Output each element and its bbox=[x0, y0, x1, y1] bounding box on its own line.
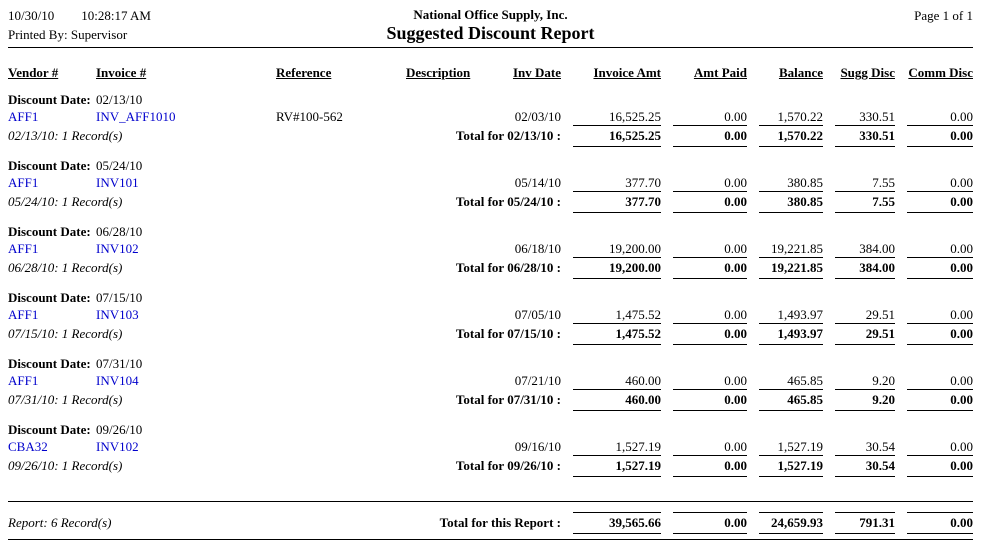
balance-value: 380.85 bbox=[787, 175, 823, 190]
amt-paid-value: 0.00 bbox=[724, 109, 747, 124]
invoice-link[interactable]: INV103 bbox=[96, 307, 139, 322]
inv-date-value: 09/16/10 bbox=[514, 439, 561, 454]
sugg-disc-value: 29.51 bbox=[865, 307, 895, 322]
date-time-line bbox=[8, 6, 278, 25]
total-comm-disc: 0.00 bbox=[907, 257, 973, 279]
amt-paid-value: 0.00 bbox=[724, 175, 747, 190]
discount-date-label: Discount Date: bbox=[8, 422, 91, 437]
vendor-link[interactable]: AFF1 bbox=[8, 175, 39, 190]
group-record-count: 02/13/10: 1 Record(s) bbox=[8, 128, 123, 143]
invoice-link[interactable]: INV104 bbox=[96, 373, 139, 388]
comm-disc-value: 0.00 bbox=[950, 175, 973, 190]
group-total-row bbox=[8, 323, 973, 345]
group-total-label: Total for 06/28/10 : bbox=[455, 260, 561, 275]
group-total-label: Total for 07/15/10 : bbox=[455, 326, 561, 341]
col-vendor: Vendor # bbox=[8, 65, 59, 80]
discount-group bbox=[8, 223, 973, 279]
balance-value: 465.85 bbox=[787, 373, 823, 388]
group-record-count: 06/28/10: 1 Record(s) bbox=[8, 260, 123, 275]
balance-value: 19,221.85 bbox=[771, 241, 823, 256]
invoice-row bbox=[8, 372, 973, 389]
discount-group bbox=[8, 157, 973, 213]
header-rule bbox=[8, 47, 973, 48]
group-record-count: 09/26/10: 1 Record(s) bbox=[8, 458, 123, 473]
comm-disc-value: 0.00 bbox=[950, 373, 973, 388]
sugg-disc-value: 384.00 bbox=[859, 241, 895, 256]
inv-date-value: 02/03/10 bbox=[514, 109, 561, 124]
inv-date-value: 06/18/10 bbox=[514, 241, 561, 256]
discount-date-value: 07/31/10 bbox=[96, 356, 143, 371]
col-description: Description bbox=[406, 65, 471, 80]
invoice-row bbox=[8, 174, 973, 191]
reference-value: RV#100-562 bbox=[276, 109, 343, 124]
total-balance: 1,527.19 bbox=[759, 455, 823, 477]
report-total-label: Total for this Report : bbox=[439, 515, 561, 530]
col-sugg-disc: Sugg Disc bbox=[840, 65, 895, 80]
page-number: Page 1 of 1 bbox=[914, 8, 973, 23]
amt-paid-value: 0.00 bbox=[724, 307, 747, 322]
header-left bbox=[8, 6, 278, 44]
col-amt-paid: Amt Paid bbox=[693, 65, 747, 80]
discount-date-label: Discount Date: bbox=[8, 92, 91, 107]
report-title: Suggested Discount Report bbox=[386, 23, 595, 43]
total-amt-paid: 0.00 bbox=[673, 257, 747, 279]
discount-date-label: Discount Date: bbox=[8, 356, 91, 371]
sugg-disc-value: 30.54 bbox=[865, 439, 895, 454]
discount-date-row bbox=[8, 223, 973, 240]
balance-value: 1,527.19 bbox=[777, 439, 823, 454]
total-comm-disc: 0.00 bbox=[907, 191, 973, 213]
discount-date-row bbox=[8, 289, 973, 306]
sugg-disc-value: 330.51 bbox=[859, 109, 895, 124]
col-balance: Balance bbox=[778, 65, 823, 80]
col-reference: Reference bbox=[276, 65, 332, 80]
total-balance: 1,493.97 bbox=[759, 323, 823, 345]
comm-disc-value: 0.00 bbox=[950, 307, 973, 322]
discount-date-value: 07/15/10 bbox=[96, 290, 143, 305]
printed-by: Printed By: Supervisor bbox=[8, 27, 128, 42]
group-total-row bbox=[8, 191, 973, 213]
discount-group bbox=[8, 355, 973, 411]
total-balance: 19,221.85 bbox=[759, 257, 823, 279]
group-total-row bbox=[8, 125, 973, 147]
inv-date-value: 07/05/10 bbox=[514, 307, 561, 322]
total-amt-paid: 0.00 bbox=[673, 323, 747, 345]
discount-date-label: Discount Date: bbox=[8, 290, 91, 305]
invoice-row bbox=[8, 306, 973, 323]
total-comm-disc: 0.00 bbox=[907, 125, 973, 147]
report-date: 10/30/10 bbox=[8, 8, 55, 23]
balance-value: 1,570.22 bbox=[777, 109, 823, 124]
total-sugg-disc: 30.54 bbox=[835, 455, 895, 477]
report-time: 10:28:17 AM bbox=[81, 8, 151, 23]
total-amt-paid: 0.00 bbox=[673, 125, 747, 147]
total-sugg-disc: 330.51 bbox=[835, 125, 895, 147]
total-sugg-disc: 7.55 bbox=[835, 191, 895, 213]
comm-disc-value: 0.00 bbox=[950, 241, 973, 256]
discount-date-value: 05/24/10 bbox=[96, 158, 143, 173]
vendor-link[interactable]: CBA32 bbox=[8, 439, 48, 454]
invoice-row bbox=[8, 240, 973, 257]
discount-date-value: 09/26/10 bbox=[96, 422, 143, 437]
discount-group bbox=[8, 91, 973, 147]
invoice-amt-value: 460.00 bbox=[625, 373, 661, 388]
column-header-row bbox=[8, 64, 973, 81]
header-center bbox=[278, 6, 703, 44]
group-total-label: Total for 09/26/10 : bbox=[455, 458, 561, 473]
col-invoice: Invoice # bbox=[96, 65, 147, 80]
total-sugg-disc: 29.51 bbox=[835, 323, 895, 345]
total-invoice-amt: 460.00 bbox=[573, 389, 661, 411]
group-total-label: Total for 02/13/10 : bbox=[455, 128, 561, 143]
invoice-link[interactable]: INV102 bbox=[96, 439, 139, 454]
discount-date-row bbox=[8, 421, 973, 438]
vendor-link[interactable]: AFF1 bbox=[8, 373, 39, 388]
comm-disc-value: 0.00 bbox=[950, 109, 973, 124]
group-record-count: 07/15/10: 1 Record(s) bbox=[8, 326, 123, 341]
report-record-count: Report: 6 Record(s) bbox=[8, 515, 112, 530]
report-total-balance: 24,659.93 bbox=[759, 512, 823, 534]
sugg-disc-value: 7.55 bbox=[872, 175, 895, 190]
total-invoice-amt: 1,527.19 bbox=[573, 455, 661, 477]
group-record-count: 07/31/10: 1 Record(s) bbox=[8, 392, 123, 407]
balance-value: 1,493.97 bbox=[777, 307, 823, 322]
group-total-label: Total for 05/24/10 : bbox=[455, 194, 561, 209]
total-amt-paid: 0.00 bbox=[673, 455, 747, 477]
group-record-count: 05/24/10: 1 Record(s) bbox=[8, 194, 123, 209]
total-amt-paid: 0.00 bbox=[673, 191, 747, 213]
invoice-amt-value: 377.70 bbox=[625, 175, 661, 190]
invoice-row bbox=[8, 438, 973, 455]
total-comm-disc: 0.00 bbox=[907, 323, 973, 345]
total-comm-disc: 0.00 bbox=[907, 455, 973, 477]
discount-date-row bbox=[8, 355, 973, 372]
group-total-label: Total for 07/31/10 : bbox=[455, 392, 561, 407]
invoice-link[interactable]: INV_AFF1010 bbox=[96, 109, 176, 124]
total-comm-disc: 0.00 bbox=[907, 389, 973, 411]
inv-date-value: 07/21/10 bbox=[514, 373, 561, 388]
report-total-row bbox=[8, 512, 973, 534]
vendor-link[interactable]: AFF1 bbox=[8, 109, 39, 124]
discount-date-label: Discount Date: bbox=[8, 224, 91, 239]
total-balance: 380.85 bbox=[759, 191, 823, 213]
discount-date-value: 02/13/10 bbox=[96, 92, 143, 107]
total-sugg-disc: 384.00 bbox=[835, 257, 895, 279]
report-header bbox=[8, 6, 973, 44]
invoice-row bbox=[8, 108, 973, 125]
discount-group bbox=[8, 421, 973, 477]
discount-date-label: Discount Date: bbox=[8, 158, 91, 173]
inv-date-value: 05/14/10 bbox=[514, 175, 561, 190]
vendor-link[interactable]: AFF1 bbox=[8, 241, 39, 256]
col-invoice-amt: Invoice Amt bbox=[593, 65, 661, 80]
invoice-amt-value: 1,475.52 bbox=[615, 307, 661, 322]
total-balance: 1,570.22 bbox=[759, 125, 823, 147]
amt-paid-value: 0.00 bbox=[724, 373, 747, 388]
discount-date-row bbox=[8, 157, 973, 174]
report-total-sugg-disc: 791.31 bbox=[835, 512, 895, 534]
total-invoice-amt: 16,525.25 bbox=[573, 125, 661, 147]
report-footer-rule bbox=[8, 501, 973, 502]
group-total-row bbox=[8, 455, 973, 477]
total-amt-paid: 0.00 bbox=[673, 389, 747, 411]
invoice-link[interactable]: INV102 bbox=[96, 241, 139, 256]
total-sugg-disc: 9.20 bbox=[835, 389, 895, 411]
comm-disc-value: 0.00 bbox=[950, 439, 973, 454]
invoice-amt-value: 16,525.25 bbox=[609, 109, 661, 124]
total-invoice-amt: 377.70 bbox=[573, 191, 661, 213]
invoice-link[interactable]: INV101 bbox=[96, 175, 139, 190]
group-total-row bbox=[8, 389, 973, 411]
total-invoice-amt: 1,475.52 bbox=[573, 323, 661, 345]
discount-date-row bbox=[8, 91, 973, 108]
report-total-comm-disc: 0.00 bbox=[907, 512, 973, 534]
page-bottom-rule bbox=[8, 539, 973, 540]
amt-paid-value: 0.00 bbox=[724, 241, 747, 256]
col-comm-disc: Comm Disc bbox=[908, 65, 973, 80]
report-total-amt-paid: 0.00 bbox=[673, 512, 747, 534]
invoice-amt-value: 1,527.19 bbox=[615, 439, 661, 454]
amt-paid-value: 0.00 bbox=[724, 439, 747, 454]
company-name: National Office Supply, Inc. bbox=[413, 7, 568, 22]
discount-date-value: 06/28/10 bbox=[96, 224, 143, 239]
total-balance: 465.85 bbox=[759, 389, 823, 411]
col-inv-date: Inv Date bbox=[512, 65, 561, 80]
total-invoice-amt: 19,200.00 bbox=[573, 257, 661, 279]
sugg-disc-value: 9.20 bbox=[872, 373, 895, 388]
invoice-amt-value: 19,200.00 bbox=[609, 241, 661, 256]
group-total-row bbox=[8, 257, 973, 279]
report-total-invoice-amt: 39,565.66 bbox=[573, 512, 661, 534]
discount-group bbox=[8, 289, 973, 345]
vendor-link[interactable]: AFF1 bbox=[8, 307, 39, 322]
